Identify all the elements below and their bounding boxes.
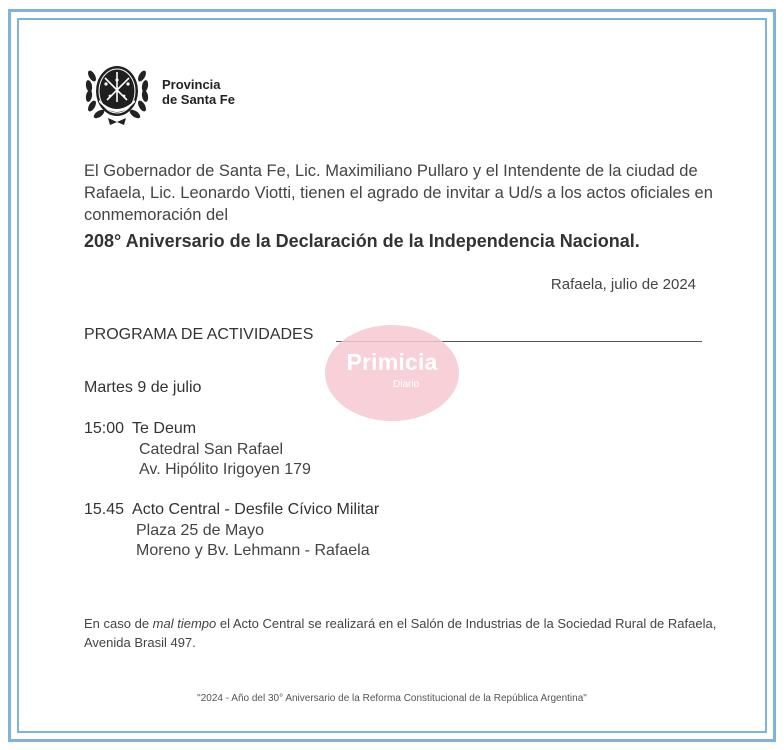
event-location: Catedral San Rafael xyxy=(139,441,284,458)
invitation-title: 208° Aniversario de la Declaración de la Independencia Nacional. xyxy=(84,231,640,251)
place-date: Rafaela, julio de 2024 xyxy=(550,276,696,293)
event-acto-central xyxy=(84,501,379,519)
footer-motto: "2024 - Año del 30° Aniversario de la Reforma Constitucional de la República Argentina" xyxy=(197,693,587,704)
event-time: 15:00 xyxy=(84,420,125,437)
event-title: Te Deum xyxy=(132,420,197,437)
santa-fe-coat-of-arms-icon xyxy=(82,56,152,128)
event-title: Acto Central - Desfile Cívico Militar xyxy=(132,501,380,518)
province-logo xyxy=(82,56,235,128)
program-day: Martes 9 de julio xyxy=(84,379,202,396)
event-location: Plaza 25 de Mayo xyxy=(136,522,265,539)
watermark-subtitle: Diario xyxy=(393,379,420,390)
watermark-title: Primicia xyxy=(346,349,438,375)
event-address: Av. Hipólito Irigoyen 179 xyxy=(139,461,311,478)
weather-note xyxy=(84,614,724,652)
event-address: Moreno y Bv. Lehmann - Rafaela xyxy=(136,542,370,559)
note-emphasis: mal tiempo xyxy=(152,616,217,631)
watermark-logo xyxy=(325,325,459,421)
note-before: En caso de xyxy=(84,616,153,631)
province-name-line2: de Santa Fe xyxy=(162,92,235,107)
program-header: PROGRAMA DE ACTIVIDADES xyxy=(84,326,314,343)
invitation-intro: El Gobernador de Santa Fe, Lic. Maximiliano Pullaro y el Intendente de la ciudad de Rafaela, Lic. Leonardo Viotti, tienen el agrado de invitar a Ud/s a los actos oficiales en conmemoración del xyxy=(84,162,713,224)
event-te-deum xyxy=(84,420,196,438)
province-name-line1: Provincia xyxy=(162,77,221,92)
note-after: el Acto Central se realizará en el Salón de Industrias de la Sociedad Rural de Rafaela, Avenida Brasil 497. xyxy=(84,616,717,650)
event-time: 15.45 xyxy=(84,501,125,518)
